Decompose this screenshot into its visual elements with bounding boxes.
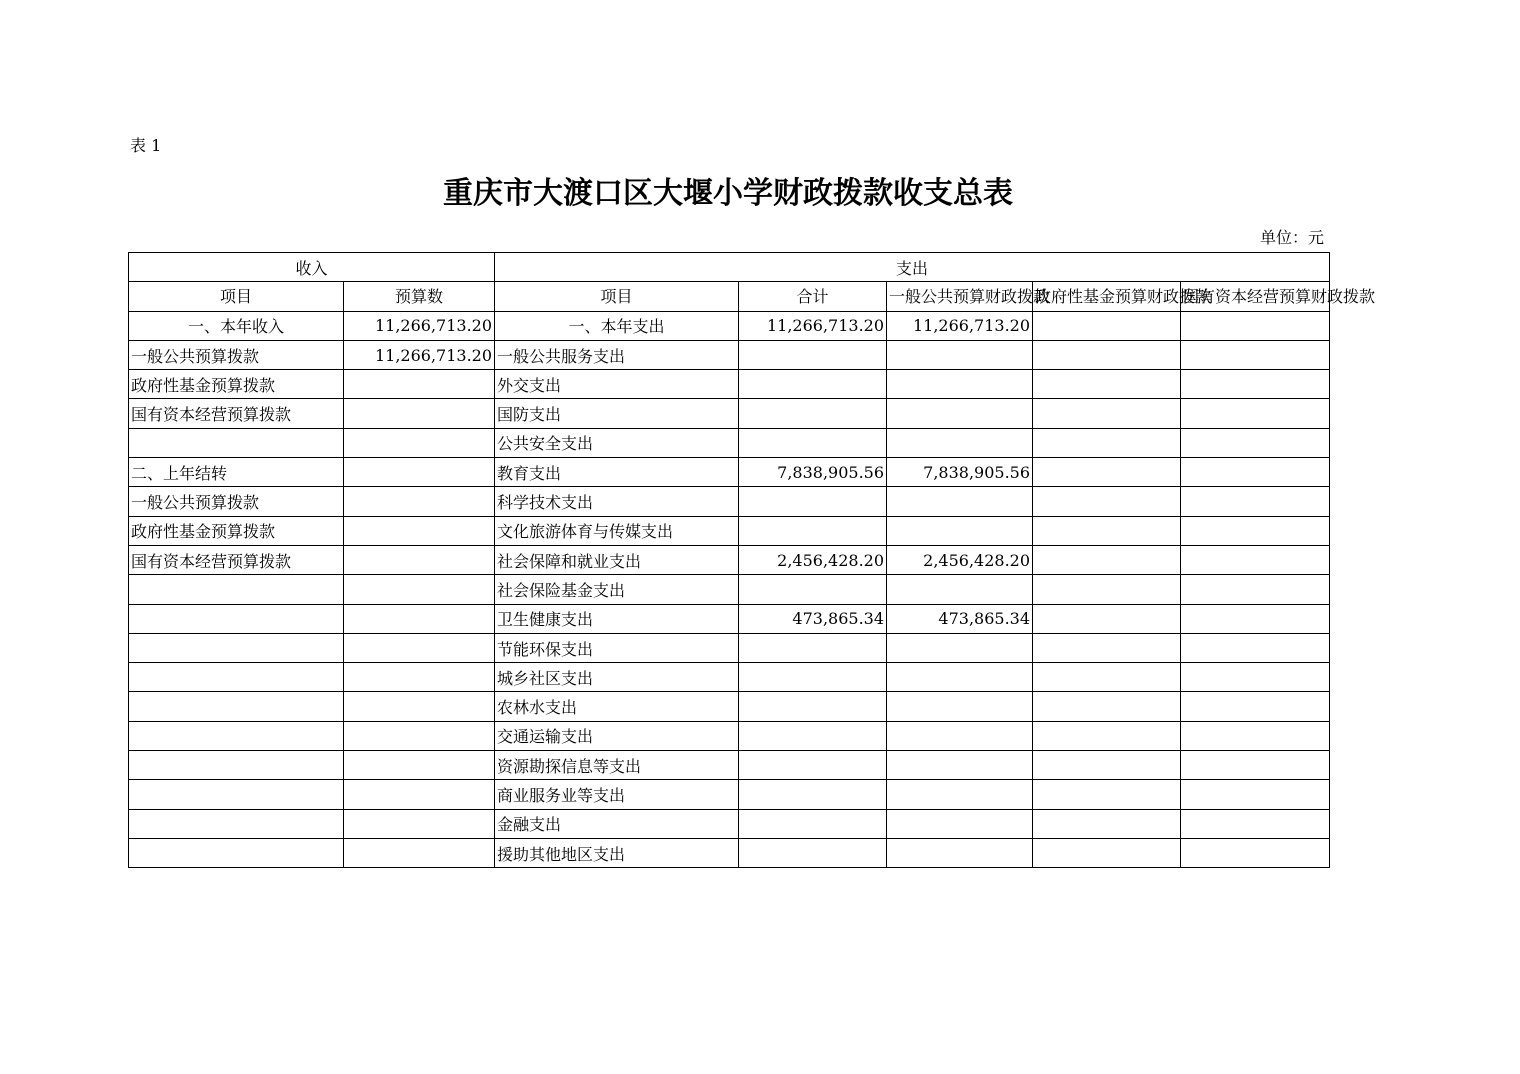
page-title: 重庆市大渡口区大堰小学财政拨款收支总表 xyxy=(443,176,1013,211)
expense-item-header: 项目 xyxy=(495,282,739,311)
income-budget-cell xyxy=(344,604,495,633)
gov-fund-cell xyxy=(1033,428,1181,457)
income-item-cell: 一、本年收入 xyxy=(129,311,344,340)
gov-fund-cell xyxy=(1033,311,1181,340)
income-item-cell xyxy=(129,692,344,721)
expense-item-cell: 社会保障和就业支出 xyxy=(495,545,739,574)
general-budget-cell xyxy=(887,780,1033,809)
gov-fund-cell xyxy=(1033,604,1181,633)
total-cell xyxy=(739,370,887,399)
table-row xyxy=(129,838,1330,867)
expense-item-cell: 卫生健康支出 xyxy=(495,604,739,633)
total-header: 合计 xyxy=(739,282,887,311)
table-number: 表 1 xyxy=(130,136,162,155)
state-capital-cell xyxy=(1181,809,1330,838)
income-budget-cell xyxy=(344,487,495,516)
general-budget-cell xyxy=(887,340,1033,369)
total-cell xyxy=(739,399,887,428)
total-cell xyxy=(739,721,887,750)
state-capital-cell xyxy=(1181,575,1330,604)
total-cell xyxy=(739,780,887,809)
state-capital-cell xyxy=(1181,370,1330,399)
expense-item-cell: 教育支出 xyxy=(495,458,739,487)
income-budget-cell xyxy=(344,721,495,750)
total-cell: 2,456,428.20 xyxy=(739,545,887,574)
general-budget-cell xyxy=(887,633,1033,662)
general-budget-header: 一般公共预算财政拨款 xyxy=(887,282,1033,311)
table-row xyxy=(129,545,1330,574)
expense-item-cell: 金融支出 xyxy=(495,809,739,838)
income-item-cell: 政府性基金预算拨款 xyxy=(129,516,344,545)
state-capital-cell xyxy=(1181,721,1330,750)
total-cell xyxy=(739,575,887,604)
expense-item-cell: 农林水支出 xyxy=(495,692,739,721)
income-item-cell: 国有资本经营预算拨款 xyxy=(129,545,344,574)
total-cell xyxy=(739,487,887,516)
gov-fund-cell xyxy=(1033,751,1181,780)
gov-fund-cell xyxy=(1033,487,1181,516)
income-budget-cell xyxy=(344,575,495,604)
gov-fund-cell xyxy=(1033,516,1181,545)
general-budget-cell: 2,456,428.20 xyxy=(887,545,1033,574)
table-body xyxy=(129,311,1330,868)
income-item-cell xyxy=(129,721,344,750)
gov-fund-cell xyxy=(1033,838,1181,867)
state-capital-cell xyxy=(1181,487,1330,516)
income-budget-cell xyxy=(344,663,495,692)
column-header-row xyxy=(129,282,1330,311)
table-row xyxy=(129,633,1330,662)
general-budget-cell xyxy=(887,370,1033,399)
expense-item-cell: 城乡社区支出 xyxy=(495,663,739,692)
table-row xyxy=(129,604,1330,633)
section-header-row xyxy=(129,253,1330,282)
state-capital-cell xyxy=(1181,458,1330,487)
table-row xyxy=(129,721,1330,750)
total-cell: 7,838,905.56 xyxy=(739,458,887,487)
state-capital-cell xyxy=(1181,780,1330,809)
expense-item-cell: 一、本年支出 xyxy=(495,311,739,340)
expense-item-cell: 资源勘探信息等支出 xyxy=(495,751,739,780)
gov-fund-cell xyxy=(1033,633,1181,662)
state-capital-cell xyxy=(1181,311,1330,340)
gov-fund-cell xyxy=(1033,809,1181,838)
table-row xyxy=(129,340,1330,369)
general-budget-cell xyxy=(887,487,1033,516)
gov-fund-cell xyxy=(1033,780,1181,809)
state-capital-cell xyxy=(1181,399,1330,428)
table-row xyxy=(129,780,1330,809)
general-budget-cell xyxy=(887,809,1033,838)
state-capital-header: 国有资本经营预算财政拨款 xyxy=(1181,282,1330,311)
general-budget-cell xyxy=(887,663,1033,692)
state-capital-cell xyxy=(1181,340,1330,369)
general-budget-cell: 473,865.34 xyxy=(887,604,1033,633)
gov-fund-cell xyxy=(1033,721,1181,750)
table-row xyxy=(129,751,1330,780)
state-capital-cell xyxy=(1181,663,1330,692)
total-cell xyxy=(739,692,887,721)
unit-label: 单位：元 xyxy=(1259,228,1324,247)
income-item-cell xyxy=(129,838,344,867)
income-section-header: 收入 xyxy=(129,253,495,282)
income-budget-cell xyxy=(344,692,495,721)
general-budget-cell xyxy=(887,428,1033,457)
state-capital-cell xyxy=(1181,545,1330,574)
general-budget-cell xyxy=(887,399,1033,428)
table-row xyxy=(129,809,1330,838)
state-capital-cell xyxy=(1181,838,1330,867)
income-item-cell xyxy=(129,780,344,809)
table-row xyxy=(129,663,1330,692)
income-item-cell xyxy=(129,809,344,838)
total-cell xyxy=(739,663,887,692)
state-capital-cell xyxy=(1181,692,1330,721)
total-cell xyxy=(739,809,887,838)
income-item-cell: 一般公共预算拨款 xyxy=(129,487,344,516)
expense-item-cell: 公共安全支出 xyxy=(495,428,739,457)
income-budget-cell xyxy=(344,780,495,809)
gov-fund-cell xyxy=(1033,340,1181,369)
total-cell xyxy=(739,838,887,867)
income-budget-cell xyxy=(344,370,495,399)
expense-item-cell: 援助其他地区支出 xyxy=(495,838,739,867)
expense-item-cell: 科学技术支出 xyxy=(495,487,739,516)
table-row xyxy=(129,399,1330,428)
table-row xyxy=(129,458,1330,487)
income-item-cell: 政府性基金预算拨款 xyxy=(129,370,344,399)
general-budget-cell xyxy=(887,751,1033,780)
expense-item-cell: 节能环保支出 xyxy=(495,633,739,662)
income-budget-cell xyxy=(344,545,495,574)
income-item-header: 项目 xyxy=(129,282,344,311)
gov-fund-header: 政府性基金预算财政拨款 xyxy=(1033,282,1181,311)
income-budget-cell: 11,266,713.20 xyxy=(344,340,495,369)
table-row xyxy=(129,311,1330,340)
income-budget-cell xyxy=(344,458,495,487)
income-budget-cell xyxy=(344,428,495,457)
table-row xyxy=(129,516,1330,545)
income-budget-cell xyxy=(344,751,495,780)
income-item-cell xyxy=(129,633,344,662)
gov-fund-cell xyxy=(1033,692,1181,721)
income-budget-header: 预算数 xyxy=(344,282,495,311)
gov-fund-cell xyxy=(1033,545,1181,574)
general-budget-cell: 7,838,905.56 xyxy=(887,458,1033,487)
state-capital-cell xyxy=(1181,633,1330,662)
table-row xyxy=(129,428,1330,457)
income-budget-cell xyxy=(344,809,495,838)
income-item-cell xyxy=(129,663,344,692)
total-cell xyxy=(739,340,887,369)
expense-section-header: 支出 xyxy=(495,253,1330,282)
gov-fund-cell xyxy=(1033,370,1181,399)
income-item-cell: 国有资本经营预算拨款 xyxy=(129,399,344,428)
income-budget-cell: 11,266,713.20 xyxy=(344,311,495,340)
income-item-cell: 二、上年结转 xyxy=(129,458,344,487)
total-cell xyxy=(739,516,887,545)
table-row xyxy=(129,692,1330,721)
gov-fund-cell xyxy=(1033,458,1181,487)
income-budget-cell xyxy=(344,516,495,545)
general-budget-cell xyxy=(887,575,1033,604)
budget-summary-table xyxy=(128,252,1376,868)
table-row xyxy=(129,370,1330,399)
income-item-cell xyxy=(129,428,344,457)
table-row xyxy=(129,575,1330,604)
total-cell: 11,266,713.20 xyxy=(739,311,887,340)
income-item-cell xyxy=(129,575,344,604)
state-capital-cell xyxy=(1181,751,1330,780)
income-item-cell xyxy=(129,751,344,780)
expense-item-cell: 商业服务业等支出 xyxy=(495,780,739,809)
income-item-cell: 一般公共预算拨款 xyxy=(129,340,344,369)
state-capital-cell xyxy=(1181,428,1330,457)
gov-fund-cell xyxy=(1033,575,1181,604)
general-budget-cell xyxy=(887,692,1033,721)
general-budget-cell xyxy=(887,721,1033,750)
income-budget-cell xyxy=(344,399,495,428)
general-budget-cell xyxy=(887,838,1033,867)
gov-fund-cell xyxy=(1033,663,1181,692)
state-capital-cell xyxy=(1181,604,1330,633)
total-cell: 473,865.34 xyxy=(739,604,887,633)
general-budget-cell: 11,266,713.20 xyxy=(887,311,1033,340)
state-capital-cell xyxy=(1181,516,1330,545)
expense-item-cell: 外交支出 xyxy=(495,370,739,399)
table-row xyxy=(129,487,1330,516)
expense-item-cell: 文化旅游体育与传媒支出 xyxy=(495,516,739,545)
expense-item-cell: 社会保险基金支出 xyxy=(495,575,739,604)
income-item-cell xyxy=(129,604,344,633)
income-budget-cell xyxy=(344,838,495,867)
expense-item-cell: 国防支出 xyxy=(495,399,739,428)
total-cell xyxy=(739,633,887,662)
total-cell xyxy=(739,428,887,457)
general-budget-cell xyxy=(887,516,1033,545)
expense-item-cell: 交通运输支出 xyxy=(495,721,739,750)
total-cell xyxy=(739,751,887,780)
income-budget-cell xyxy=(344,633,495,662)
gov-fund-cell xyxy=(1033,399,1181,428)
expense-item-cell: 一般公共服务支出 xyxy=(495,340,739,369)
